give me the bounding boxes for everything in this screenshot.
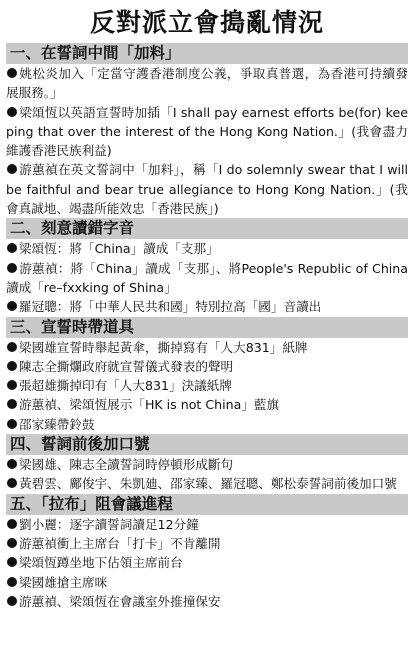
section-heading: 一、在誓詞中間「加料」	[6, 43, 408, 64]
list-item	[6, 534, 408, 553]
section-2	[6, 218, 408, 316]
section-list	[6, 64, 408, 218]
list-item-text: 邵家臻帶鈴鼓	[19, 416, 95, 432]
list-item	[6, 474, 408, 493]
bullet-icon	[6, 106, 18, 118]
list-item	[6, 297, 408, 316]
list-item-text: 梁國雄宣誓時舉起黃傘，撕掉寫有「人大831」紙牌	[19, 339, 308, 355]
list-item-text: 游蕙禎、梁頌恆展示「HK is not China」藍旗	[19, 397, 280, 413]
list-item	[6, 338, 408, 357]
bullet-icon	[6, 418, 18, 430]
bullet-icon	[6, 163, 18, 175]
bullet-icon	[6, 537, 18, 549]
bullet-icon	[6, 341, 18, 353]
list-item	[6, 160, 408, 218]
list-item	[6, 259, 408, 298]
list-item	[6, 553, 408, 572]
list-item	[6, 357, 408, 376]
section-3	[6, 317, 408, 434]
section-heading: 四、誓詞前後加口號	[6, 434, 408, 455]
list-item	[6, 455, 408, 474]
section-list	[6, 338, 408, 434]
list-item-text: 黃碧雲、鄺俊宇、朱凱廸、邵家臻、羅冠聰、鄭松泰誓詞前後加口號	[19, 476, 397, 492]
bullet-icon	[6, 576, 18, 588]
list-item-text: 陳志全撕爛政府就宣誓儀式發表的聲明	[19, 358, 234, 374]
bullet-icon	[6, 262, 18, 274]
bullet-icon	[6, 518, 18, 530]
bullet-icon	[6, 242, 18, 254]
list-item-text: 梁國雄搶主席咪	[19, 574, 108, 590]
list-item-text: 張超雄撕掉印有「人大831」決議紙牌	[19, 378, 232, 394]
bullet-icon	[6, 477, 18, 489]
section-heading: 五、「拉布」阻會議進程	[6, 494, 408, 515]
bullet-icon	[6, 556, 18, 568]
page-title: 反對派立會搗亂情況	[89, 8, 324, 37]
section-list	[6, 239, 408, 316]
list-item-text: 梁國雄、陳志全讀誓詞時停頓形成斷句	[19, 457, 234, 473]
bullet-icon	[6, 360, 18, 372]
list-item-text: 梁頌恆蹲坐地下佔領主席前台	[19, 555, 183, 571]
list-item-text: 劉小麗：逐字讀誓詞讀足12分鐘	[19, 516, 199, 532]
bullet-icon	[6, 300, 18, 312]
list-item	[6, 376, 408, 395]
list-item	[6, 64, 408, 103]
section-4	[6, 434, 408, 494]
bullet-icon	[6, 458, 18, 470]
list-item-text: 游蕙禎在英文誓詞中「加料」，稱「I do solemnly swear that I will be faithful and bear true allegiance to Hong Kong Nation.」(我會真誠地、竭盡所能效忠「香港民族」)	[6, 162, 408, 217]
list-item	[6, 239, 408, 258]
section-5	[6, 494, 408, 611]
list-item-text: 梁頌恆：將「China」讀成「支那」	[19, 241, 219, 257]
list-item	[6, 515, 408, 534]
list-item	[6, 573, 408, 592]
list-item	[6, 103, 408, 161]
section-list	[6, 515, 408, 611]
list-item-text: 梁頌恆以英語宣誓時加插「I shall pay earnest efforts be(for) keeping that over the interest of the Hong Kong Nation.」(我會盡力維護香港民族利益)	[6, 104, 408, 159]
list-item	[6, 592, 408, 611]
list-item-text: 羅冠聰：將「中華人民共和國」特別拉高「國」音讀出	[19, 299, 322, 315]
bullet-icon	[6, 67, 18, 79]
section-1	[6, 43, 408, 218]
section-heading: 三、宣誓時帶道具	[6, 317, 408, 338]
section-list	[6, 455, 408, 494]
section-heading: 二、刻意讀錯字音	[6, 218, 408, 239]
bullet-icon	[6, 379, 18, 391]
list-item-text: 游蕙禎、梁頌恆在會議室外推撞保安	[19, 593, 221, 609]
list-item-text: 姚松炎加入「定當守護香港制度公義，爭取真普選，為香港可持續發展服務。」	[6, 66, 408, 101]
list-item	[6, 395, 408, 414]
list-item	[6, 415, 408, 434]
list-item-text: 游蕙禎：將「China」讀成「支那」、將People's Republic of China讀成「re–fxxking of Shina」	[6, 260, 408, 295]
bullet-icon	[6, 398, 18, 410]
list-item-text: 游蕙禎衝上主席台「打卡」不肯離開	[19, 535, 221, 551]
bullet-icon	[6, 595, 18, 607]
